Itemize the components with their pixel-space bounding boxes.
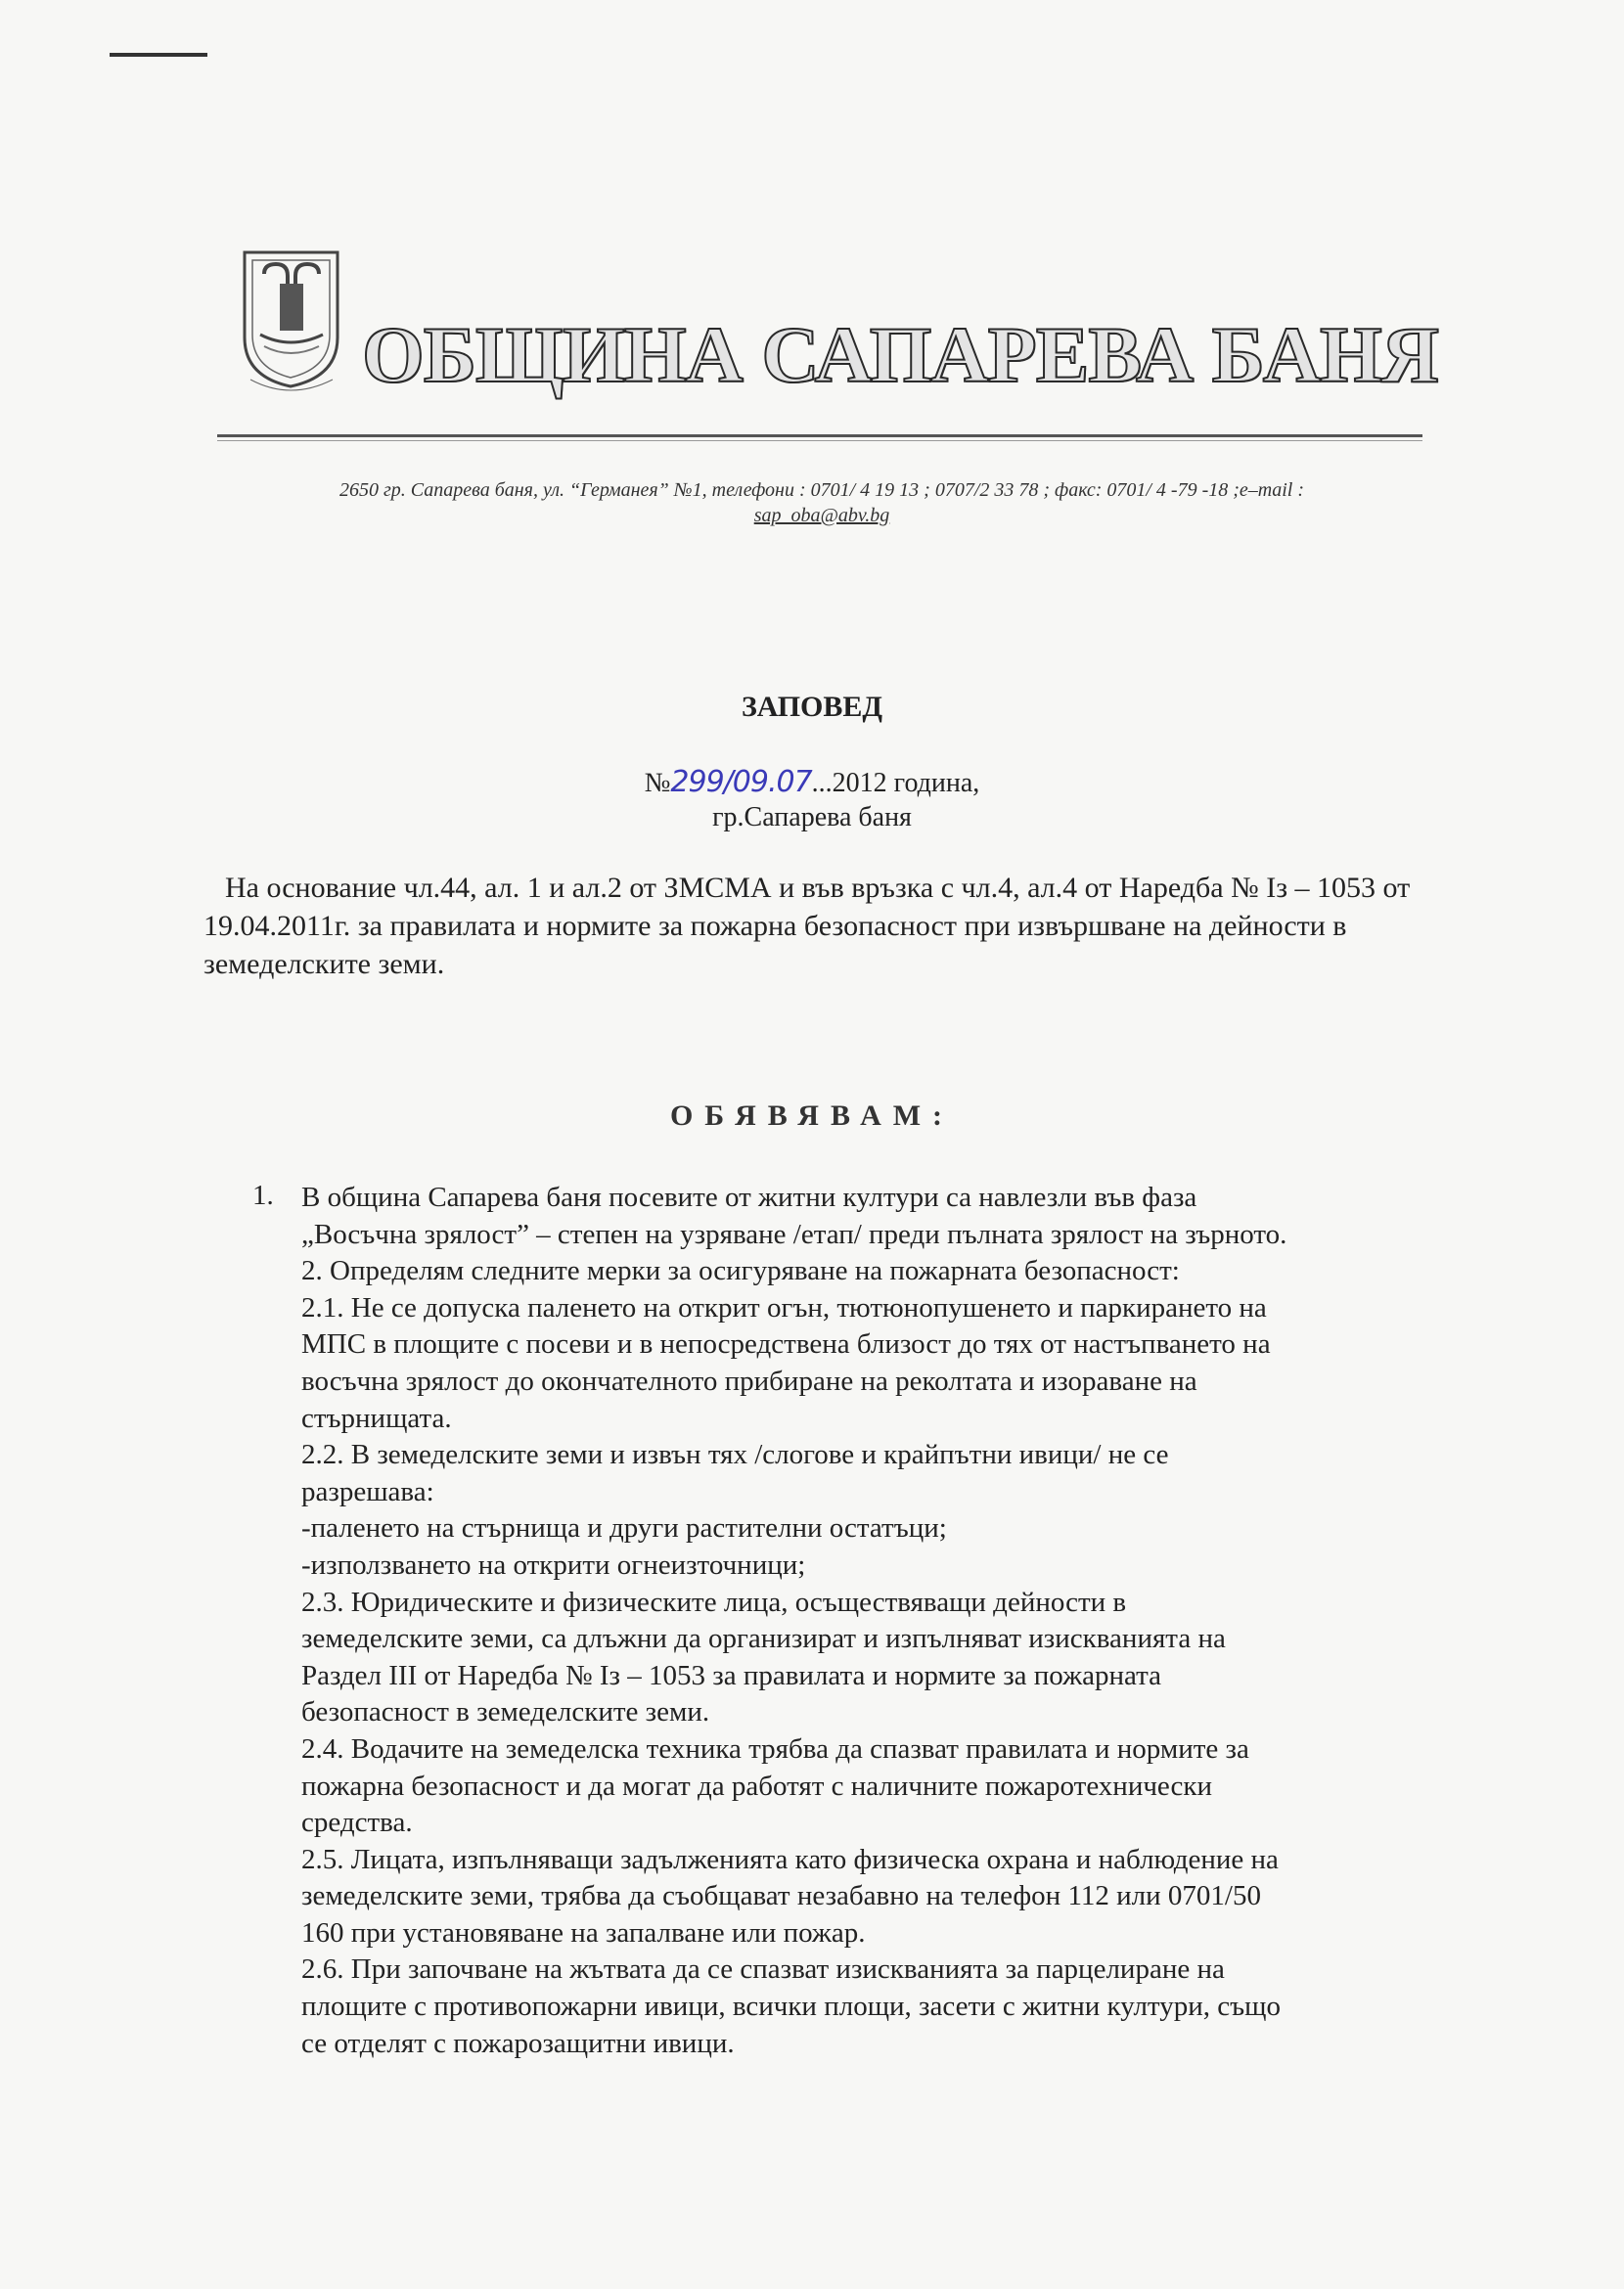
body-line: -паленето на стърнища и други растителни остатъци; [301,1512,947,1545]
body-line: восъчна зрялост до окончателното прибиране на реколтата и изораване на [301,1365,1197,1397]
body-line: 2.1. Не се допуска паленето на открит огън, тютюнопушенето и паркирането на [301,1291,1267,1324]
body-line: МПС в площите с посеви и в непосредствена близост до тях от настъпването на [301,1328,1271,1361]
body-line: 2.3. Юридическите и физическите лица, осъществяващи дейности в [301,1586,1127,1618]
body-line: 2.4. Водачите на земеделска техника трябва да спазват правилата и нормите за [301,1732,1249,1765]
email-link[interactable]: sap_oba@abv.bg [753,505,890,526]
body-line: земеделските земи, са длъжни да организират и изпълняват изискванията на [301,1623,1226,1655]
scan-mark [110,53,207,57]
handwritten-number: 299/09.07 [670,765,812,799]
order-city: гр.Сапарева баня [712,802,912,832]
body-line: 2.6. При започване на жътвата да се спазват изискванията за парцелиране на [301,1953,1225,1986]
body-line: разрешава: [301,1475,434,1507]
order-number-suffix: ...2012 година, [811,768,980,798]
header-divider-thin [217,440,1422,441]
letterhead [235,245,1439,401]
document-title: ЗАПОВЕД [741,691,883,723]
organization-name: ОБЩИНА САПАРЕВА БАНЯ [362,310,1439,399]
body-line: Раздел III от Наредба № Iз – 1053 за правилата и нормите за пожарната [301,1659,1162,1691]
body-line: площите с противопожарни ивици, всички площи, засети с житни култури, също [301,1991,1281,2023]
body-lines [301,1180,1475,2062]
body-line: пожарна безопасност и да могат да работят с наличните пожаротехнически [301,1770,1213,1802]
list-item-number: 1. [252,1180,274,1211]
coat-of-arms-icon [235,245,347,391]
body-line: 2.2. В земеделските земи и извън тях /слогове и крайпътни ивици/ не се [301,1439,1169,1471]
body-line: земеделските земи, трябва да съобщават незабавно на телефон 112 или 0701/50 [301,1880,1261,1912]
body-line: стърнищата. [301,1402,452,1434]
header-divider [217,434,1422,437]
declare-heading: ОБЯВЯВАМ: [669,1100,955,1132]
body-line: 2. Определям следните мерки за осигуряване на пожарната безопасност: [301,1255,1180,1287]
body-line: -използването на открити огнеизточници; [301,1548,806,1581]
order-number [0,765,1624,799]
body-line: В община Сапарева баня посевите от житни култури са навлезли във фаза [301,1182,1197,1213]
body-line: 2.5. Лицата, изпълняващи задълженията като физическа охрана и наблюдение на [301,1843,1279,1875]
body-line: се отделят с пожарозащитни ивици. [301,2027,735,2059]
contact-info [225,477,1419,528]
body-line: 160 при установяване на запалване или пожар. [301,1916,866,1949]
body-line: безопасност в земеделските земи. [301,1696,710,1728]
order-number-prefix: № [644,768,671,798]
contact-line: 2650 гр. Сапарева баня, ул. “Германея” №1, телефони : 0701/ 4 19 13 ; 0707/2 33 78 ; факс: 0701/ 4 -79 -18 ;e–mail : [339,479,1304,501]
body-line: „Восъчна зрялост” – степен на узряване /етап/ преди пълната зрялост на зърното. [301,1218,1287,1250]
preamble-text: На основание чл.44, ал. 1 и ал.2 от ЗМСМА и във връзка с чл.4, ал.4 от Наредба № Iз – 1053 от 19.04.2011г. за правилата и нормите за пожарна безопасност при извършване на дейности в земеделските земи. [203,872,1411,980]
body-line: средства. [301,1807,413,1839]
